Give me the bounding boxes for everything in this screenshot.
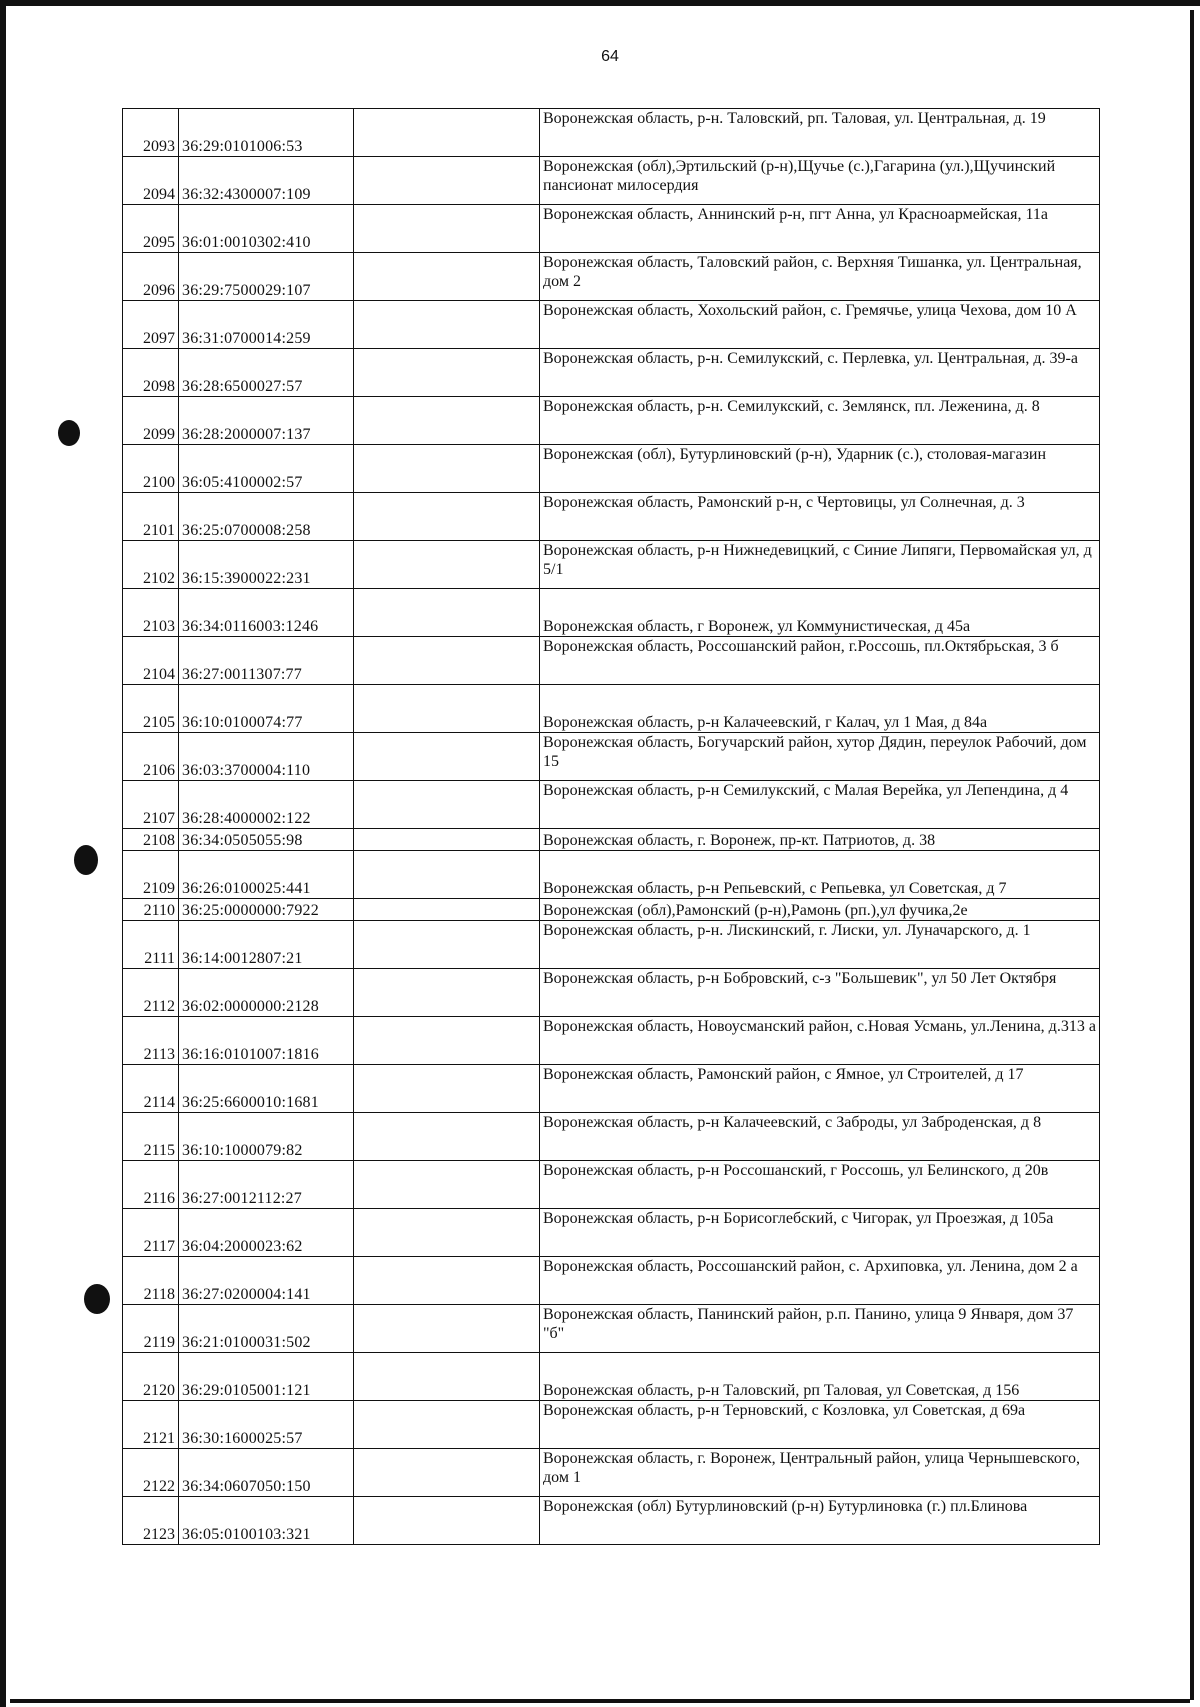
empty-cell [354,899,540,921]
row-number: 2115 [123,1113,179,1161]
table-row [123,969,1100,1017]
empty-cell [354,1353,540,1401]
row-number: 2106 [123,733,179,781]
row-number: 2117 [123,1209,179,1257]
row-number: 2113 [123,1017,179,1065]
table-row [123,899,1100,921]
address: Воронежская (обл) Бутурлиновский (р-н) Бутурлиновка (г.) пл.Блинова [540,1497,1100,1545]
row-number: 2104 [123,637,179,685]
empty-cell [354,1305,540,1353]
cadastral-number: 36:15:3900022:231 [179,541,354,589]
empty-cell [354,1113,540,1161]
address: Воронежская область, г Воронеж, ул Коммунистическая, д 45а [540,589,1100,637]
cadastral-number: 36:16:0101007:1816 [179,1017,354,1065]
address: Воронежская область, Богучарский район, хутор Дядин, переулок Рабочий, дом 15 [540,733,1100,781]
table-row [123,1401,1100,1449]
empty-cell [354,1401,540,1449]
empty-cell [354,541,540,589]
table-row [123,1017,1100,1065]
cadastral-number: 36:01:0010302:410 [179,205,354,253]
table-row [123,541,1100,589]
empty-cell [354,637,540,685]
row-number: 2102 [123,541,179,589]
empty-cell [354,733,540,781]
table-row [123,301,1100,349]
address: Воронежская область, г. Воронеж, Центральный район, улица Чернышевского, дом 1 [540,1449,1100,1497]
cadastral-number: 36:27:0012112:27 [179,1161,354,1209]
address: Воронежская область, р-н. Семилукский, с. Перлевка, ул. Центральная, д. 39-а [540,349,1100,397]
cadastral-number: 36:25:0000000:7922 [179,899,354,921]
table-row [123,493,1100,541]
registry-table [122,108,1100,1545]
address: Воронежская область, р-н Калачеевский, с Заброды, ул Заброденская, д 8 [540,1113,1100,1161]
address: Воронежская область, р-н Репьевский, с Репьевка, ул Советская, д 7 [540,851,1100,899]
empty-cell [354,1209,540,1257]
row-number: 2123 [123,1497,179,1545]
table-row [123,1449,1100,1497]
cadastral-number: 36:34:0505055:98 [179,829,354,851]
cadastral-number: 36:03:3700004:110 [179,733,354,781]
address: Воронежская область, г. Воронеж, пр-кт. Патриотов, д. 38 [540,829,1100,851]
empty-cell [354,397,540,445]
table-row [123,1065,1100,1113]
cadastral-number: 36:14:0012807:21 [179,921,354,969]
table-row [123,1209,1100,1257]
empty-cell [354,1497,540,1545]
cadastral-number: 36:34:0607050:150 [179,1449,354,1497]
address: Воронежская область, Аннинский р-н, пгт Анна, ул Красноармейская, 11а [540,205,1100,253]
empty-cell [354,157,540,205]
empty-cell [354,921,540,969]
table-row [123,1113,1100,1161]
cadastral-number: 36:10:0100074:77 [179,685,354,733]
empty-cell [354,1449,540,1497]
table-row [123,349,1100,397]
row-number: 2096 [123,253,179,301]
empty-cell [354,685,540,733]
cadastral-number: 36:34:0116003:1246 [179,589,354,637]
address: Воронежская область, р-н. Лискинский, г. Лиски, ул. Луначарского, д. 1 [540,921,1100,969]
cadastral-number: 36:04:2000023:62 [179,1209,354,1257]
cadastral-number: 36:28:2000007:137 [179,397,354,445]
address: Воронежская область, р-н Терновский, с Козловка, ул Советская, д 69а [540,1401,1100,1449]
table-row [123,445,1100,493]
table-row [123,1257,1100,1305]
row-number: 2121 [123,1401,179,1449]
cadastral-number: 36:27:0200004:141 [179,1257,354,1305]
address: Воронежская область, р-н Бобровский, с-з "Большевик", ул 50 Лет Октября [540,969,1100,1017]
address: Воронежская область, р-н Калачеевский, г Калач, ул 1 Мая, д 84а [540,685,1100,733]
empty-cell [354,205,540,253]
table-row [123,589,1100,637]
punch-hole-2 [74,845,98,875]
table-row [123,1161,1100,1209]
row-number: 2093 [123,109,179,157]
table-row [123,829,1100,851]
table-row [123,921,1100,969]
cadastral-number: 36:29:0101006:53 [179,109,354,157]
table-row [123,851,1100,899]
row-number: 2119 [123,1305,179,1353]
row-number: 2122 [123,1449,179,1497]
table-row [123,1305,1100,1353]
address: Воронежская область, р-н Таловский, рп Таловая, ул Советская, д 156 [540,1353,1100,1401]
empty-cell [354,1257,540,1305]
table-row [123,781,1100,829]
row-number: 2095 [123,205,179,253]
empty-cell [354,493,540,541]
table-row [123,109,1100,157]
empty-cell [354,969,540,1017]
row-number: 2118 [123,1257,179,1305]
empty-cell [354,781,540,829]
row-number: 2111 [123,921,179,969]
address: Воронежская область, р-н Нижнедевицкий, с Синие Липяги, Первомайская ул, д 5/1 [540,541,1100,589]
row-number: 2108 [123,829,179,851]
row-number: 2110 [123,899,179,921]
address: Воронежская область, р-н Россошанский, г Россошь, ул Белинского, д 20в [540,1161,1100,1209]
address: Воронежская область, Новоусманский район, с.Новая Усмань, ул.Ленина, д.313 а [540,1017,1100,1065]
table-row [123,685,1100,733]
empty-cell [354,253,540,301]
cadastral-number: 36:27:0011307:77 [179,637,354,685]
address: Воронежская область, Рамонский р-н, с Чертовицы, ул Солнечная, д. 3 [540,493,1100,541]
table-row [123,205,1100,253]
empty-cell [354,1161,540,1209]
cadastral-number: 36:25:6600010:1681 [179,1065,354,1113]
cadastral-number: 36:29:7500029:107 [179,253,354,301]
row-number: 2094 [123,157,179,205]
address: Воронежская область, р-н Семилукский, с Малая Верейка, ул Лепендина, д 4 [540,781,1100,829]
address: Воронежская (обл), Бутурлиновский (р-н), Ударник (с.), столовая-магазин [540,445,1100,493]
address: Воронежская область, Панинский район, р.п. Панино, улица 9 Января, дом 37 "б" [540,1305,1100,1353]
cadastral-number: 36:21:0100031:502 [179,1305,354,1353]
row-number: 2112 [123,969,179,1017]
page-number: 64 [601,48,619,65]
registry-rows [123,109,1100,1545]
table-row [123,637,1100,685]
table-row [123,397,1100,445]
row-number: 2105 [123,685,179,733]
empty-cell [354,851,540,899]
cadastral-number: 36:28:4000002:122 [179,781,354,829]
empty-cell [354,589,540,637]
cadastral-number: 36:05:0100103:321 [179,1497,354,1545]
row-number: 2116 [123,1161,179,1209]
row-number: 2100 [123,445,179,493]
table-row [123,1353,1100,1401]
address: Воронежская (обл),Эртильский (р-н),Щучье (с.),Гагарина (ул.),Щучинский пансионат милосердия [540,157,1100,205]
scan-border-right [1190,10,1194,1700]
empty-cell [354,349,540,397]
empty-cell [354,109,540,157]
cadastral-number: 36:29:0105001:121 [179,1353,354,1401]
address: Воронежская область, Россошанский район, с. Архиповка, ул. Ленина, дом 2 а [540,1257,1100,1305]
table-row [123,733,1100,781]
empty-cell [354,445,540,493]
row-number: 2114 [123,1065,179,1113]
address: Воронежская область, Хохольский район, с. Гремячье, улица Чехова, дом 10 А [540,301,1100,349]
table-row [123,157,1100,205]
row-number: 2099 [123,397,179,445]
address: Воронежская область, Россошанский район, г.Россошь, пл.Октябрьская, 3 б [540,637,1100,685]
table-row [123,253,1100,301]
cadastral-number: 36:32:4300007:109 [179,157,354,205]
address: Воронежская область, р-н. Таловский, рп. Таловая, ул. Центральная, д. 19 [540,109,1100,157]
row-number: 2101 [123,493,179,541]
empty-cell [354,1065,540,1113]
punch-hole-3 [84,1284,110,1314]
row-number: 2120 [123,1353,179,1401]
row-number: 2107 [123,781,179,829]
address: Воронежская (обл),Рамонский (р-н),Рамонь (рп.),ул фучика,2е [540,899,1100,921]
cadastral-number: 36:31:0700014:259 [179,301,354,349]
empty-cell [354,301,540,349]
address: Воронежская область, р-н Борисоглебский, с Чигорак, ул Проезжая, д 105а [540,1209,1100,1257]
scan-border-bottom [10,1699,1190,1703]
cadastral-number: 36:05:4100002:57 [179,445,354,493]
address: Воронежская область, Таловский район, с. Верхняя Тишанка, ул. Центральная, дом 2 [540,253,1100,301]
cadastral-number: 36:28:6500027:57 [179,349,354,397]
punch-hole-1 [58,420,80,446]
row-number: 2097 [123,301,179,349]
address: Воронежская область, р-н. Семилукский, с. Землянск, пл. Леженина, д. 8 [540,397,1100,445]
empty-cell [354,829,540,851]
table-row [123,1497,1100,1545]
cadastral-number: 36:10:1000079:82 [179,1113,354,1161]
cadastral-number: 36:30:1600025:57 [179,1401,354,1449]
row-number: 2109 [123,851,179,899]
row-number: 2098 [123,349,179,397]
cadastral-number: 36:25:0700008:258 [179,493,354,541]
cadastral-number: 36:26:0100025:441 [179,851,354,899]
row-number: 2103 [123,589,179,637]
cadastral-number: 36:02:0000000:2128 [179,969,354,1017]
empty-cell [354,1017,540,1065]
address: Воронежская область, Рамонский район, с Ямное, ул Строителей, д 17 [540,1065,1100,1113]
